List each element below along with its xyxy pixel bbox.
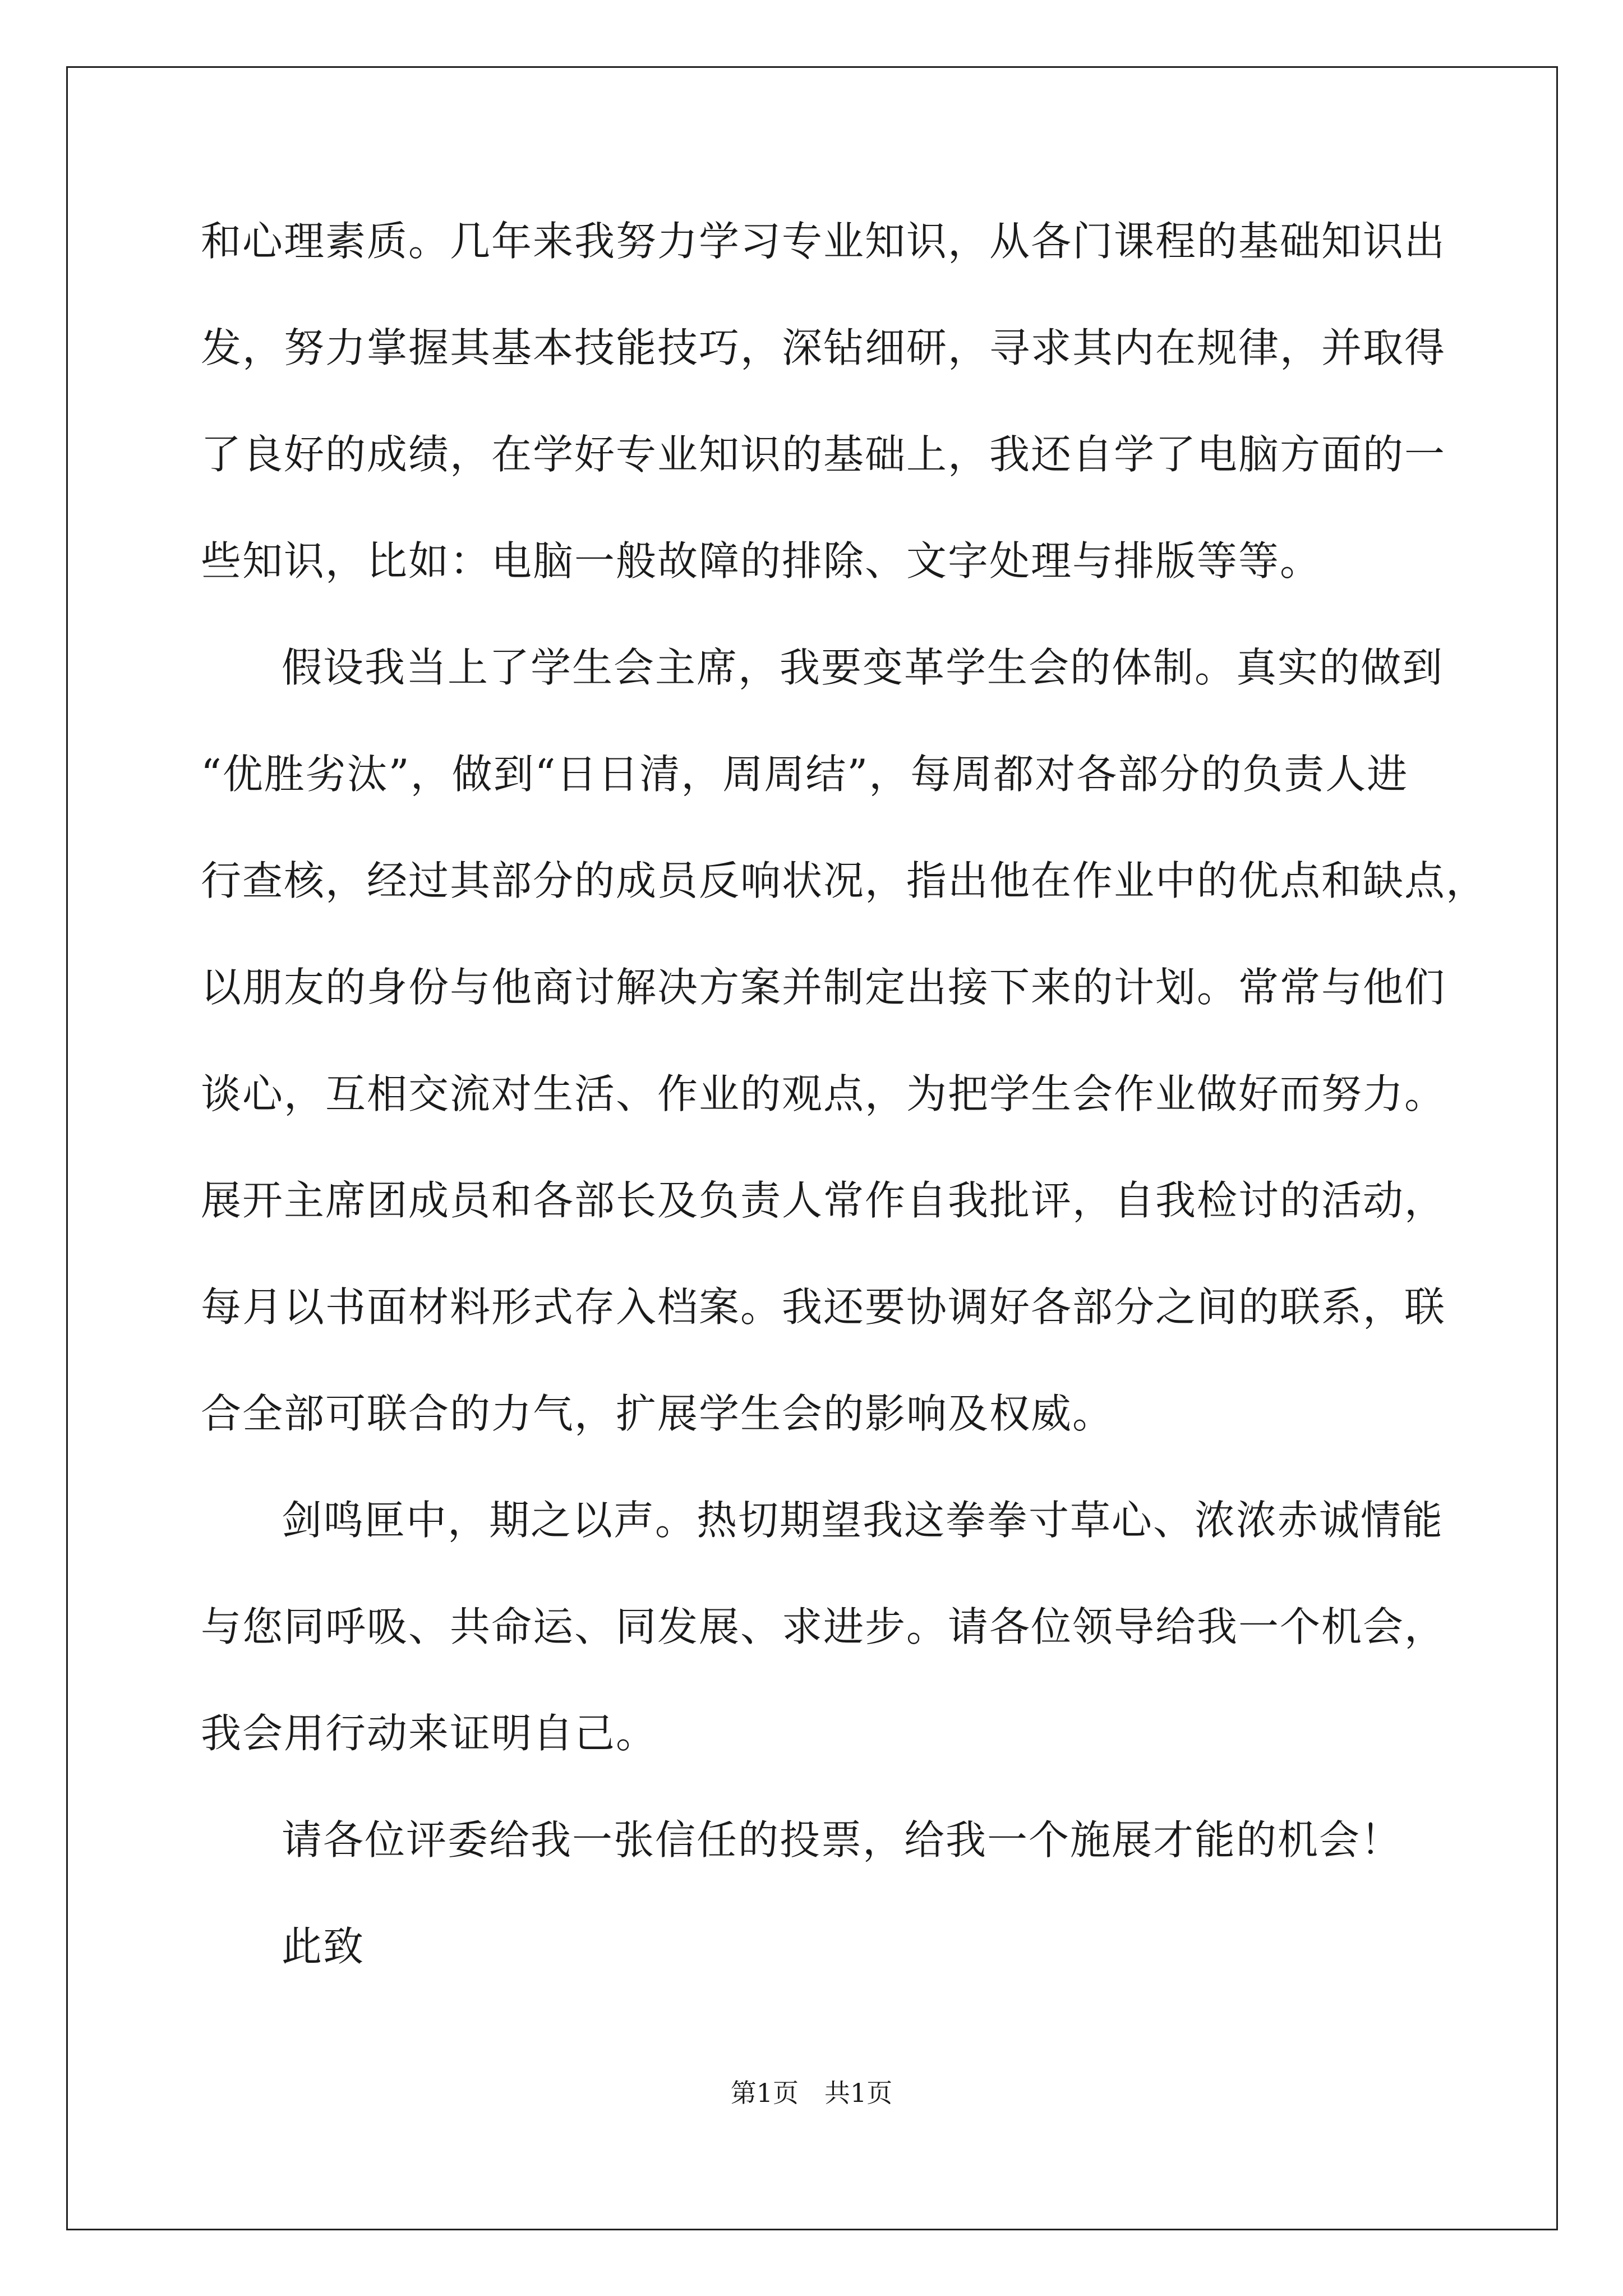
text-line: “优胜劣汰”，做到“日日清，周周结”，每周都对各部分的负责人进 <box>201 751 1409 798</box>
text-line: 谈心，互相交流对生活、作业的观点，为把学生会作业做好而努力。 <box>201 1070 1446 1117</box>
page-frame <box>66 66 1558 2230</box>
text-line: 与您同呼吸、共命运、同发展、求进步。请各位领导给我一个机会， <box>201 1603 1446 1650</box>
text-line: 展开主席团成员和各部长及负责人常作自我批评，自我检讨的活动， <box>201 1177 1446 1224</box>
text-line: 合全部可联合的力气，扩展学生会的影响及权威。 <box>201 1390 1114 1437</box>
text-line: 我会用行动来证明自己。 <box>201 1710 658 1757</box>
paragraph-start-line: 请各位评委给我一张信任的投票，给我一个施展才能的机会！ <box>282 1816 1403 1864</box>
text-line: 和心理素质。几年来我努力学习专业知识，从各门课程的基础知识出 <box>201 218 1446 265</box>
text-line: 了良好的成绩，在学好专业知识的基础上，我还自学了电脑方面的一 <box>201 431 1446 478</box>
text-line: 以朋友的身份与他商讨解决方案并制定出接下来的计划。常常与他们 <box>201 964 1446 1011</box>
text-line: 行查核，经过其部分的成员反响状况，指出他在作业中的优点和缺点， <box>201 857 1488 904</box>
closing-salutation: 此致 <box>282 1923 365 1970</box>
text-line: 发，努力掌握其基本技能技巧，深钻细研，寻求其内在规律，并取得 <box>201 324 1446 371</box>
text-line: 些知识，比如：电脑一般故障的排除、文字处理与排版等等。 <box>201 537 1322 585</box>
paragraph-start-line: 剑鸣匣中，期之以声。热切期望我这拳拳寸草心、浓浓赤诚情能 <box>282 1497 1444 1544</box>
page-number-footer: 第1页 共1页 <box>730 2078 893 2108</box>
paragraph-start-line: 假设我当上了学生会主席，我要变革学生会的体制。真实的做到 <box>282 644 1444 691</box>
text-line: 每月以书面材料形式存入档案。我还要协调好各部分之间的联系，联 <box>201 1283 1446 1331</box>
